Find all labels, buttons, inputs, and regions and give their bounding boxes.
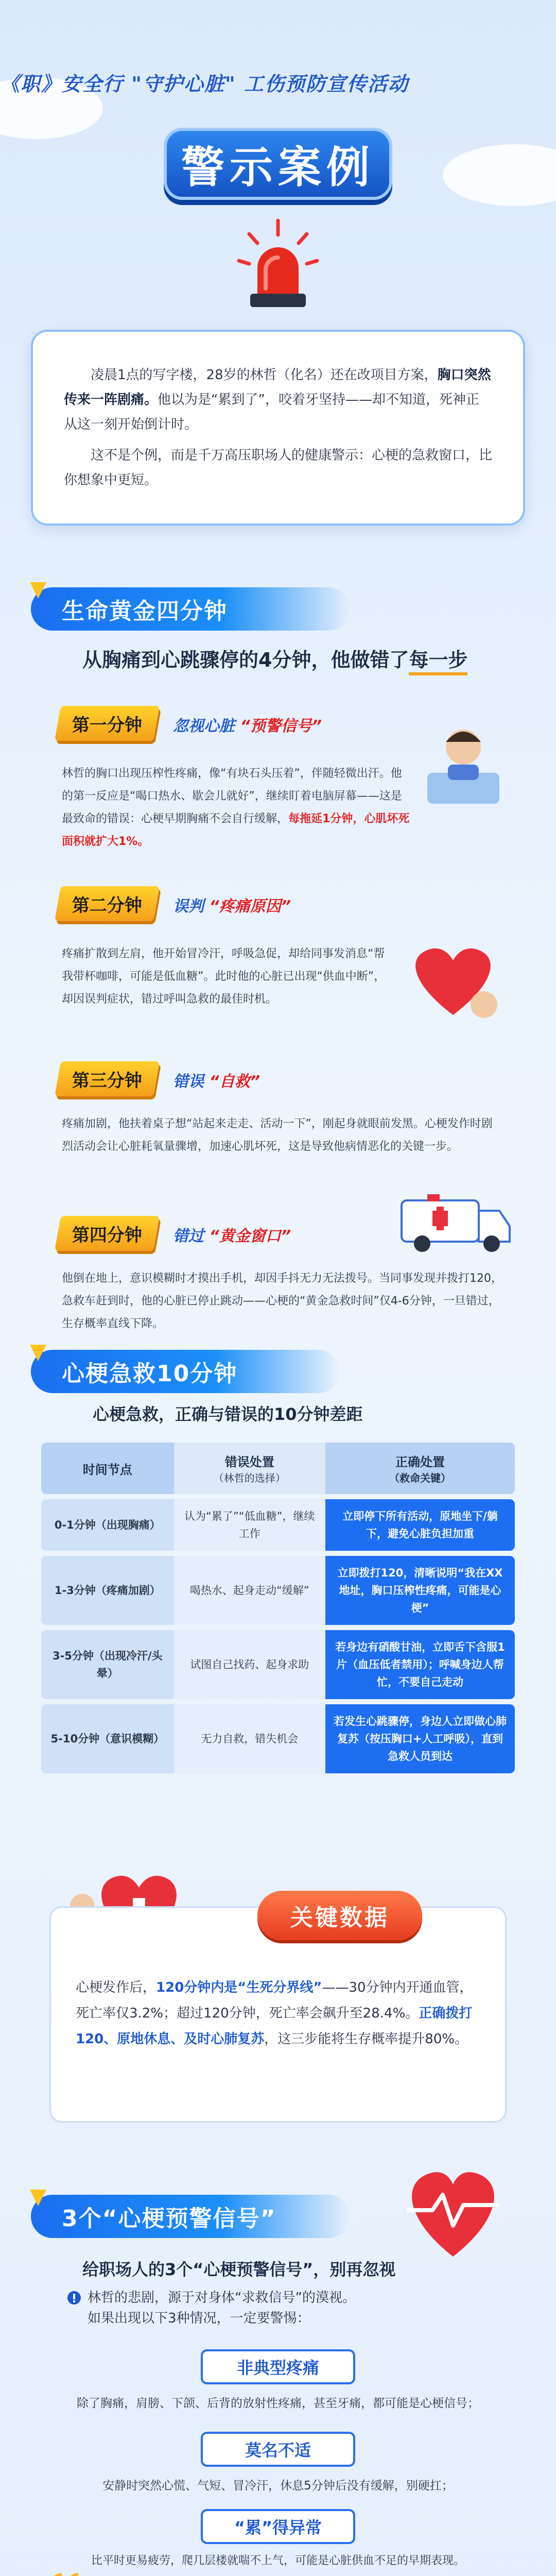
siren-icon <box>237 216 319 314</box>
key-text: ，这三步能将生存概率提升80%。 <box>264 2031 468 2047</box>
minute-text: 疼痛扩散到左肩，他开始冒冷汗，呼吸急促，却给同事发消息“帮我带杯咖啡，可能是低血糖”。此时他的心脏已出现“供血中断”，却因误判症状，错过呼叫急救的最佳时机。 <box>62 947 386 1006</box>
story-text: 凌晨1点的写字楼，28岁的林哲（化名）还在改项目方案， <box>91 367 438 383</box>
header-right-sub: （救命关键） <box>389 1472 451 1484</box>
sign-text: 除了胸痛，肩膀、下颌、后背的放射性疼痛，甚至牙痛，都可能是心梗信号； <box>77 2397 479 2410</box>
minute-topic <box>173 1223 291 1246</box>
key-highlight: 120分钟内是“生死分界线” <box>156 1980 322 1995</box>
cell-right: 立即停下所有活动，原地坐下/躺下，避免心脏负担加重 <box>325 1499 515 1551</box>
minute-label-text: 第三分钟 <box>72 1070 142 1091</box>
header-right-main: 正确处置 <box>395 1455 445 1469</box>
subtitle-emphasis: 每一步 <box>409 649 467 675</box>
header-right <box>325 1443 515 1494</box>
minute-text: 他倒在地上，意识模糊时才摸出手机，却因手抖无力无法拨号。当同事发现并拨打120，急救车赶到时，他的心脏已停止跳动——心梗的“黄金急救时间”仅4-6分钟，一旦错过，生存概率直线下降。 <box>62 1272 502 1330</box>
minute-label-text: 第二分钟 <box>72 895 142 916</box>
minute-topic <box>173 1069 260 1091</box>
header-wrong-sub: （林哲的选择） <box>213 1472 286 1484</box>
cell-wrong: 试图自己找药、起身求助 <box>174 1630 325 1699</box>
warning-intro-line: 如果出现以下3种情况，一定要警惕： <box>88 2311 310 2326</box>
warning-intro-line: 林哲的悲剧，源于对身体“求救信号”的漠视。 <box>88 2290 356 2306</box>
minute-label-text: 第四分钟 <box>72 1225 142 1246</box>
sign-label <box>201 2509 355 2544</box>
golden-subtitle <box>82 644 467 672</box>
cell-wrong: 喝热水、起身走动“缓解” <box>174 1556 325 1625</box>
cell-node: 0-1分钟（出现胸痛） <box>41 1499 174 1551</box>
minute-topic <box>173 893 291 916</box>
topic-quoted: “自救” <box>209 1073 260 1091</box>
table-header-row <box>41 1443 515 1494</box>
key-data-badge <box>257 1891 422 1940</box>
story-highlight: 胸口突然传来一阵剧痛。 <box>64 367 491 408</box>
cell-right: 若身边有硝酸甘油，立即舌下含服1片（血压低者禁用）；呼喊身边人帮忙，不要自己走动 <box>325 1630 515 1699</box>
exclamation-icon <box>67 2291 81 2305</box>
key-text: 心梗发作后， <box>76 1980 157 1995</box>
sign-text: 安静时突然心慌、气短、冒冷汗，休息5分钟后没有缓解，别硬扛； <box>102 2479 454 2493</box>
table-row <box>41 1499 515 1551</box>
sign-label-text: 非典型疼痛 <box>236 2358 319 2378</box>
section-title-text: 生命黄金四分钟 <box>62 598 228 624</box>
minute-label <box>55 886 160 921</box>
heart-pulse-icon <box>391 2154 515 2267</box>
page-banner <box>164 128 392 200</box>
topic-quoted: “预警信号” <box>240 717 322 735</box>
minute-label <box>55 706 160 741</box>
story-card <box>31 330 525 526</box>
warning-subtitle: 给职场人的3个“心梗预警信号”，别再忽视 <box>82 2260 396 2279</box>
section-title-text: 心梗急救10分钟 <box>62 1361 238 1387</box>
table-row <box>41 1630 515 1699</box>
minute-label-text: 第一分钟 <box>72 715 142 736</box>
cell-node: 1-3分钟（疼痛加剧） <box>41 1556 174 1625</box>
topic-text: 误判 <box>173 897 204 916</box>
section-title-text: 3个“心梗预警信号” <box>62 2206 276 2232</box>
sign-label-text: “累”得异常 <box>234 2518 322 2537</box>
minute-label <box>55 1061 160 1096</box>
header-node: 时间节点 <box>41 1443 174 1494</box>
header-wrong-main: 错误处置 <box>224 1455 274 1469</box>
rescue-table-wrap <box>41 1437 515 1778</box>
sign-text: 比平时更易疲劳，爬几层楼就喘不上气，可能是心脏供血不足的早期表现。 <box>91 2554 465 2567</box>
cell-node: 5-10分钟（意识模糊） <box>41 1704 174 1773</box>
rescue-table <box>41 1437 515 1778</box>
key-text: ——30分钟内开通血管，死亡率仅3.2%；超过120分钟，死亡率会飙升至28.4%。 <box>76 1980 473 2021</box>
topic-text: 错过 <box>173 1227 204 1245</box>
minute-text <box>62 762 412 853</box>
topic-text: 忽视心脏 <box>173 717 235 735</box>
cell-node: 3-5分钟（出现冷汗/头晕） <box>41 1630 174 1699</box>
cloud-decoration <box>443 144 556 206</box>
quote-open-icon <box>46 2571 82 2576</box>
key-highlight: 正确拨打120、原地休息、及时心肺复苏 <box>76 2006 473 2047</box>
topic-quoted: “疼痛原因” <box>209 897 291 916</box>
minute-body: 林哲的胸口出现压榨性疼痛，像“有块石头压着”，伴随轻微出汗。他的第一反应是“喝口热水、歇会儿就好”，继续盯着电脑屏幕——这是最致命的错误：心梗早期胸痛不会自行缓解， <box>62 767 402 825</box>
cell-wrong: 无力自救，错失机会 <box>174 1704 325 1773</box>
cell-right: 若发生心跳骤停，身边人立即做心肺复苏（按压胸口+人工呼吸），直到急救人员到达 <box>325 1704 515 1773</box>
stress-worker-icon <box>412 711 515 814</box>
header-wrong <box>174 1443 325 1494</box>
section-title-golden <box>31 587 350 631</box>
table-row <box>41 1556 515 1625</box>
sign-label-text: 莫名不适 <box>245 2441 311 2460</box>
key-badge-text: 关键数据 <box>290 1905 389 1931</box>
minute-label <box>55 1216 160 1251</box>
ambulance-icon <box>396 1180 515 1257</box>
key-data-text <box>76 1975 480 2052</box>
section-title-warning <box>31 2195 350 2238</box>
warning-intro <box>88 2287 356 2329</box>
minute-text: 疼痛加剧，他扶着桌子想“站起来走走、活动一下”，刚起身就眼前发黑。心梗发作时剧烈活动会让心脏耗氧量骤增，加速心肌坏死，这是导致他病情恶化的关键一步。 <box>62 1117 493 1153</box>
tag-icon <box>28 1343 48 1363</box>
cell-right: 立即拨打120，清晰说明“我在XX地址，胸口压榨性疼痛，可能是心梗” <box>325 1556 515 1625</box>
topic-quoted: “黄金窗口” <box>209 1227 291 1245</box>
topic-text: 错误 <box>173 1073 204 1091</box>
banner-title: 警示案例 <box>181 142 375 193</box>
subtitle-text: 从胸痛到心跳骤停的4分钟，他做错了 <box>82 649 409 671</box>
story-paragraph: 这不是个例，而是千万高压职场人的健康警示：心梗的急救窗口，比你想象中更短。 <box>64 448 493 488</box>
rescue-subtitle: 心梗急救，正确与错误的10分钟差距 <box>93 1404 363 1424</box>
campaign-title: 《职》安全行 "守护心脏" 工伤预防宣传活动 <box>0 73 409 95</box>
heart-pain-icon <box>391 927 515 1030</box>
story-text: 他以为是“累到了”，咬着牙坚持——却不知道，死神正从这一刻开始倒计时。 <box>64 392 479 432</box>
sign-label <box>201 2349 355 2384</box>
tag-icon <box>28 580 48 601</box>
tag-icon <box>28 2188 48 2208</box>
cell-wrong: 认为“累了”“低血糖”，继续工作 <box>174 1499 325 1551</box>
sign-label <box>201 2432 355 2467</box>
table-row <box>41 1704 515 1773</box>
minute-topic <box>173 713 322 736</box>
story-paragraph <box>64 363 492 437</box>
minute-highlight: 每拖延1分钟，心肌坏死面积就扩大1%。 <box>62 812 410 848</box>
section-title-rescue <box>31 1350 340 1393</box>
